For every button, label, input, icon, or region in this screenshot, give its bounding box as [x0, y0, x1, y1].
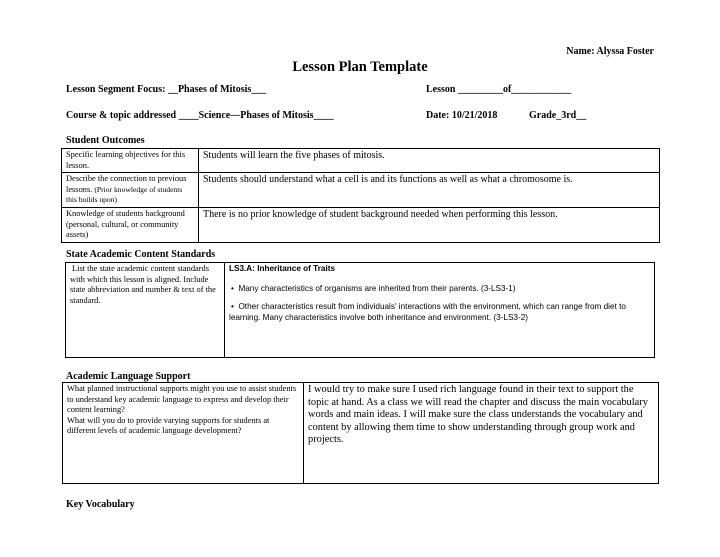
objectives-value: Students will learn the five phases of mitosis.: [199, 149, 660, 173]
language-support-value: I would try to make sure I used rich language found in their text to support the topic at hand. As a class we will read the chapter and discuss the main vocabulary words and main ideas. I will make sure the class understands the vocabulary and content by allowing them time to show understanding through group work and projects.: [304, 383, 659, 484]
standard-title: LS3.A: Inheritance of Traits: [229, 264, 336, 273]
language-support-table: [62, 382, 659, 484]
table-row: [62, 173, 660, 208]
student-outcomes-heading: Student Outcomes: [66, 135, 145, 146]
grade-level: Grade_3rd__: [529, 110, 587, 121]
state-standards-heading: State Academic Content Standards: [66, 249, 216, 260]
standard-bullet-1: • Many characteristics of organisms are inherited from their parents. (3-LS3-1): [231, 283, 516, 293]
table-row: [62, 207, 660, 242]
language-support-heading: Academic Language Support: [66, 371, 191, 382]
bullet-icon: •: [231, 283, 234, 293]
lesson-segment-focus: Lesson Segment Focus: __Phases of Mitosis___: [66, 84, 267, 95]
student-background-label: Knowledge of students background (personal, cultural, or community assets): [62, 207, 199, 242]
standards-label: List the state academic content standards with which this lesson is aligned. Include state abbreviation and number & text of the standard.: [66, 263, 225, 358]
student-outcomes-table: [61, 148, 660, 243]
state-standards-table: [65, 262, 655, 358]
table-row: [62, 149, 660, 173]
previous-lessons-value: Students should understand what a cell is and its functions as well as what a chromosome is.: [199, 173, 660, 208]
student-background-value: There is no prior knowledge of student background needed when performing this lesson.: [199, 207, 660, 242]
course-topic: Course & topic addressed ____Science—Phases of Mitosis____: [66, 110, 334, 121]
lesson-date: Date: 10/21/2018: [426, 110, 498, 121]
objectives-label: Specific learning objectives for this lesson.: [62, 149, 199, 173]
table-row: [66, 263, 655, 358]
table-row: [63, 383, 659, 484]
bullet-icon: •: [231, 302, 234, 311]
key-vocabulary-heading: Key Vocabulary: [66, 499, 135, 510]
page-title: Lesson Plan Template: [292, 59, 428, 75]
standards-value: [225, 263, 655, 358]
student-name: Name: Alyssa Foster: [566, 46, 654, 57]
lesson-number: Lesson _________of____________: [426, 84, 572, 95]
standard-bullet-2: • Other characteristics result from individuals' interactions with the environment, which can range from diet to learning. Many characteristics involve both inheritance and environment. (3-LS3-2): [229, 302, 626, 322]
language-support-label: What planned instructional supports might you use to assist students to understand key academic language to express and develop their content learning? What will you do to provide varying supports for students at different levels of academic language development?: [63, 383, 304, 484]
previous-lessons-label: Describe the connection to previous lessons. (Prior knowledge of students this builds upon): [62, 173, 199, 208]
